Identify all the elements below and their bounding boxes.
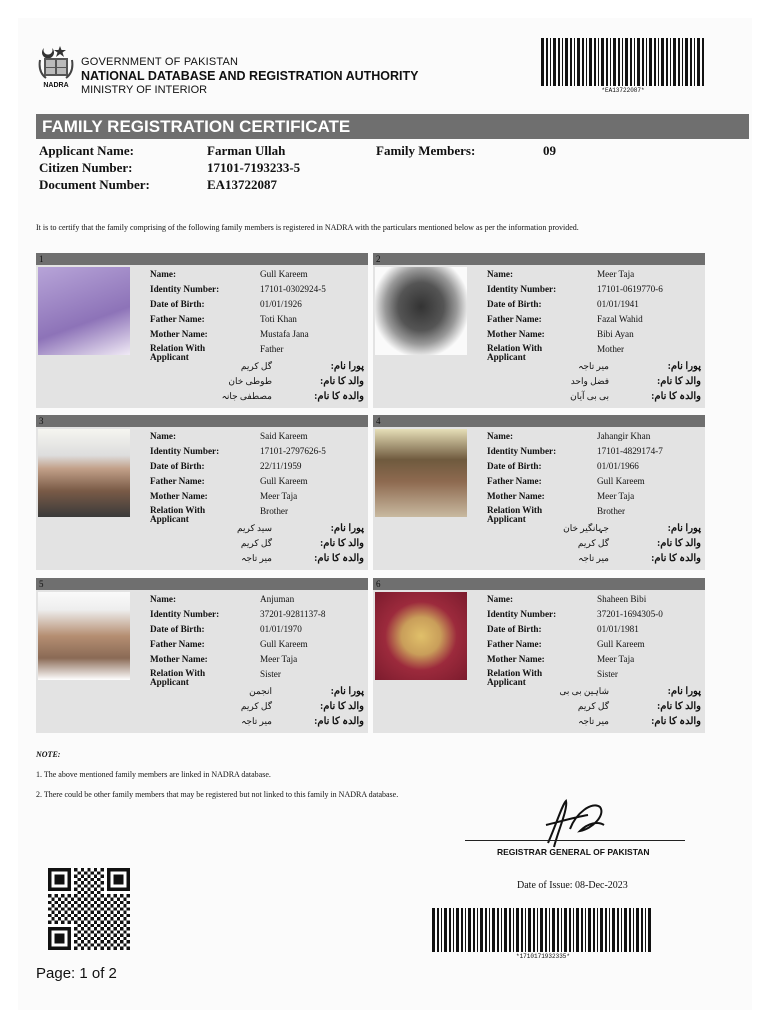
- father-name-value: Fazal Wahid: [597, 314, 643, 324]
- certification-statement: It is to certify that the family comprising of the following family members is registered in NADRA with the particulars mentioned below as per the information provided.: [36, 223, 579, 232]
- family-members-label: Family Members:: [376, 143, 476, 158]
- father-name-value: Gull Kareem: [597, 476, 645, 486]
- member-card: [373, 578, 705, 733]
- member-fields: [487, 594, 703, 689]
- urdu-father-name-value: گل کریم: [240, 701, 272, 711]
- mother-name-value: Meer Taja: [260, 491, 298, 501]
- qr-code-icon: [45, 868, 133, 950]
- registrar-label: REGISTRAR GENERAL OF PAKISTAN: [497, 847, 650, 857]
- name-value: Shaheen Bibi: [597, 594, 647, 604]
- certificate-title: FAMILY REGISTRATION CERTIFICATE: [36, 114, 749, 139]
- urdu-father-name-value: گل کریم: [577, 538, 609, 548]
- mother-name-label: Mother Name:: [150, 491, 208, 501]
- urdu-father-name-label: والد کا نام:: [656, 701, 701, 712]
- member-photo: [38, 267, 130, 355]
- relation-value: Mother: [597, 344, 625, 354]
- date-of-birth-value: 01/01/1970: [260, 624, 302, 634]
- note-heading: NOTE:: [36, 750, 61, 759]
- date-of-birth-value: 01/01/1966: [597, 461, 639, 471]
- mother-name-label: Mother Name:: [487, 654, 545, 664]
- member-photo: [375, 267, 467, 355]
- urdu-father-name-label: والد کا نام:: [656, 376, 701, 387]
- urdu-name-label: پورا نام:: [667, 361, 701, 372]
- urdu-name-label: پورا نام:: [667, 686, 701, 697]
- date-of-birth-label: Date of Birth:: [487, 624, 542, 634]
- bottom-barcode: [432, 908, 654, 964]
- urdu-mother-name-label: والدہ کا نام:: [314, 553, 364, 564]
- member-card: [373, 415, 705, 570]
- urdu-name-label: پورا نام:: [330, 361, 364, 372]
- urdu-name-label: پورا نام:: [330, 523, 364, 534]
- name-label: Name:: [150, 269, 177, 279]
- relation-label: Relation With Applicant: [487, 505, 543, 524]
- document-barcode-text: *EA13722087*: [601, 87, 645, 94]
- date-of-birth-label: Date of Birth:: [487, 461, 542, 471]
- date-of-issue: Date of Issue: 08-Dec-2023: [517, 880, 628, 891]
- urdu-father-name-label: والد کا نام:: [656, 538, 701, 549]
- father-name-value: Gull Kareem: [597, 639, 645, 649]
- relation-label: Relation With Applicant: [150, 505, 206, 524]
- bottom-barcode-text: *1710171932335*: [515, 953, 570, 960]
- page-number: Page: 1 of 2: [36, 965, 117, 982]
- relation-label: Relation With Applicant: [487, 668, 543, 687]
- father-name-label: Father Name:: [150, 314, 205, 324]
- member-fields: [487, 269, 703, 364]
- relation-value: Brother: [260, 506, 289, 516]
- member-number: 2: [373, 253, 705, 265]
- mother-name-label: Mother Name:: [150, 329, 208, 339]
- header-text: [81, 56, 419, 96]
- mother-name-label: Mother Name:: [487, 491, 545, 501]
- date-of-birth-label: Date of Birth:: [150, 461, 205, 471]
- nadra-emblem-icon: [38, 44, 74, 92]
- name-value: Meer Taja: [597, 269, 635, 279]
- urdu-name-label: پورا نام:: [330, 686, 364, 697]
- member-card: [373, 253, 705, 408]
- identity-number-label: Identity Number:: [487, 284, 557, 294]
- urdu-father-name-value: طوطی خان: [228, 376, 272, 386]
- member-fields: [150, 594, 366, 689]
- father-name-label: Father Name:: [150, 639, 205, 649]
- urdu-mother-name-label: والدہ کا نام:: [651, 391, 701, 402]
- urdu-mother-name-label: والدہ کا نام:: [651, 553, 701, 564]
- mother-name-label: Mother Name:: [487, 329, 545, 339]
- father-name-label: Father Name:: [150, 476, 205, 486]
- date-of-birth-label: Date of Birth:: [150, 299, 205, 309]
- signature-line: [465, 840, 685, 841]
- relation-value: Sister: [597, 669, 618, 679]
- urdu-name-value: شاہین بی بی: [559, 686, 609, 696]
- name-value: Jahangir Khan: [597, 431, 651, 441]
- mother-name-value: Mustafa Jana: [260, 329, 309, 339]
- header-line-3: MINISTRY OF INTERIOR: [81, 84, 208, 96]
- identity-number-label: Identity Number:: [150, 446, 220, 456]
- applicant-name-label: Applicant Name:: [39, 143, 134, 158]
- relation-label: Relation With Applicant: [150, 668, 206, 687]
- citizen-number-value: 17101-7193233-5: [207, 160, 301, 175]
- relation-label: Relation With Applicant: [150, 343, 206, 362]
- member-fields: [150, 431, 366, 526]
- date-of-birth-value: 01/01/1941: [597, 299, 639, 309]
- member-photo: [375, 429, 467, 517]
- note-1: 1. The above mentioned family members are linked in NADRA database.: [36, 770, 271, 779]
- name-label: Name:: [487, 269, 514, 279]
- urdu-mother-name-value: میر تاجہ: [578, 553, 609, 563]
- date-of-birth-value: 22/11/1959: [260, 461, 302, 471]
- identity-number-label: Identity Number:: [487, 446, 557, 456]
- urdu-name-value: سید کریم: [237, 523, 272, 533]
- urdu-name-value: گل کریم: [240, 361, 272, 371]
- member-number: 6: [373, 578, 705, 590]
- member-photo: [38, 592, 130, 680]
- member-card: [36, 578, 368, 733]
- identity-number-label: Identity Number:: [487, 609, 557, 619]
- urdu-mother-name-value: میر تاجہ: [578, 716, 609, 726]
- father-name-label: Father Name:: [487, 639, 542, 649]
- citizen-number-label: Citizen Number:: [39, 160, 133, 175]
- header-line-1: GOVERNMENT OF PAKISTAN: [81, 56, 239, 68]
- relation-value: Sister: [260, 669, 281, 679]
- document-number-value: EA13722087: [207, 177, 278, 192]
- urdu-name-value: میر تاجہ: [578, 361, 609, 371]
- name-value: Gull Kareem: [260, 269, 308, 279]
- member-number: 5: [36, 578, 368, 590]
- name-label: Name:: [150, 594, 177, 604]
- family-members-value: 09: [543, 143, 556, 158]
- identity-number-label: Identity Number:: [150, 609, 220, 619]
- urdu-mother-name-label: والدہ کا نام:: [314, 716, 364, 727]
- logo-text: NADRA: [43, 82, 69, 89]
- header-line-2: NATIONAL DATABASE AND REGISTRATION AUTHORITY: [81, 69, 419, 83]
- note-2: 2. There could be other family members that may be registered but not linked to this family in NADRA database.: [36, 790, 399, 799]
- father-name-label: Father Name:: [487, 314, 542, 324]
- relation-value: Brother: [597, 506, 626, 516]
- member-card: [36, 253, 368, 408]
- identity-number-value: 17101-0302924-5: [260, 284, 326, 294]
- document-number-label: Document Number:: [39, 177, 150, 192]
- urdu-father-name-value: گل کریم: [240, 538, 272, 548]
- mother-name-value: Meer Taja: [597, 491, 635, 501]
- urdu-father-name-value: گل کریم: [577, 701, 609, 711]
- name-label: Name:: [487, 594, 514, 604]
- date-of-birth-label: Date of Birth:: [487, 299, 542, 309]
- father-name-value: Gull Kareem: [260, 476, 308, 486]
- urdu-father-name-label: والد کا نام:: [319, 376, 364, 387]
- urdu-father-name-label: والد کا نام:: [319, 701, 364, 712]
- applicant-name-value: Farman Ullah: [207, 143, 286, 158]
- identity-number-value: 17101-4829174-7: [597, 446, 663, 456]
- member-number: 3: [36, 415, 368, 427]
- urdu-father-name-label: والد کا نام:: [319, 538, 364, 549]
- member-photo: [375, 592, 467, 680]
- father-name-value: Gull Kareem: [260, 639, 308, 649]
- urdu-mother-name-value: مصطفی جانہ: [221, 391, 272, 401]
- identity-number-value: 17101-0619770-6: [597, 284, 663, 294]
- father-name-label: Father Name:: [487, 476, 542, 486]
- father-name-value: Toti Khan: [260, 314, 297, 324]
- identity-number-value: 17101-2797626-5: [260, 446, 326, 456]
- member-fields: [487, 431, 703, 526]
- date-of-birth-label: Date of Birth:: [150, 624, 205, 634]
- registrar-signature: [536, 795, 616, 855]
- relation-value: Father: [260, 344, 284, 354]
- date-of-birth-value: 01/01/1981: [597, 624, 639, 634]
- identity-number-label: Identity Number:: [150, 284, 220, 294]
- urdu-mother-name-value: بی بی آیان: [570, 391, 609, 401]
- urdu-name-value: جہانگیر خان: [563, 523, 609, 533]
- name-value: Anjuman: [260, 594, 295, 604]
- date-of-birth-value: 01/01/1926: [260, 299, 302, 309]
- urdu-mother-name-label: والدہ کا نام:: [314, 391, 364, 402]
- urdu-name-label: پورا نام:: [667, 523, 701, 534]
- identity-number-value: 37201-9281137-8: [260, 609, 326, 619]
- identity-number-value: 37201-1694305-0: [597, 609, 663, 619]
- mother-name-value: Bibi Ayan: [597, 329, 634, 339]
- urdu-mother-name-label: والدہ کا نام:: [651, 716, 701, 727]
- member-photo: [38, 429, 130, 517]
- member-card: [36, 415, 368, 570]
- relation-label: Relation With Applicant: [487, 343, 543, 362]
- urdu-mother-name-value: میر تاجہ: [241, 716, 272, 726]
- name-label: Name:: [487, 431, 514, 441]
- member-number: 1: [36, 253, 368, 265]
- urdu-mother-name-value: میر تاجہ: [241, 553, 272, 563]
- mother-name-label: Mother Name:: [150, 654, 208, 664]
- name-value: Said Kareem: [260, 431, 308, 441]
- urdu-father-name-value: فضل واحد: [570, 376, 609, 386]
- mother-name-value: Meer Taja: [597, 654, 635, 664]
- member-fields: [150, 269, 366, 364]
- document-barcode: [541, 38, 705, 94]
- urdu-name-value: انجمن: [249, 686, 272, 696]
- mother-name-value: Meer Taja: [260, 654, 298, 664]
- member-number: 4: [373, 415, 705, 427]
- name-label: Name:: [150, 431, 177, 441]
